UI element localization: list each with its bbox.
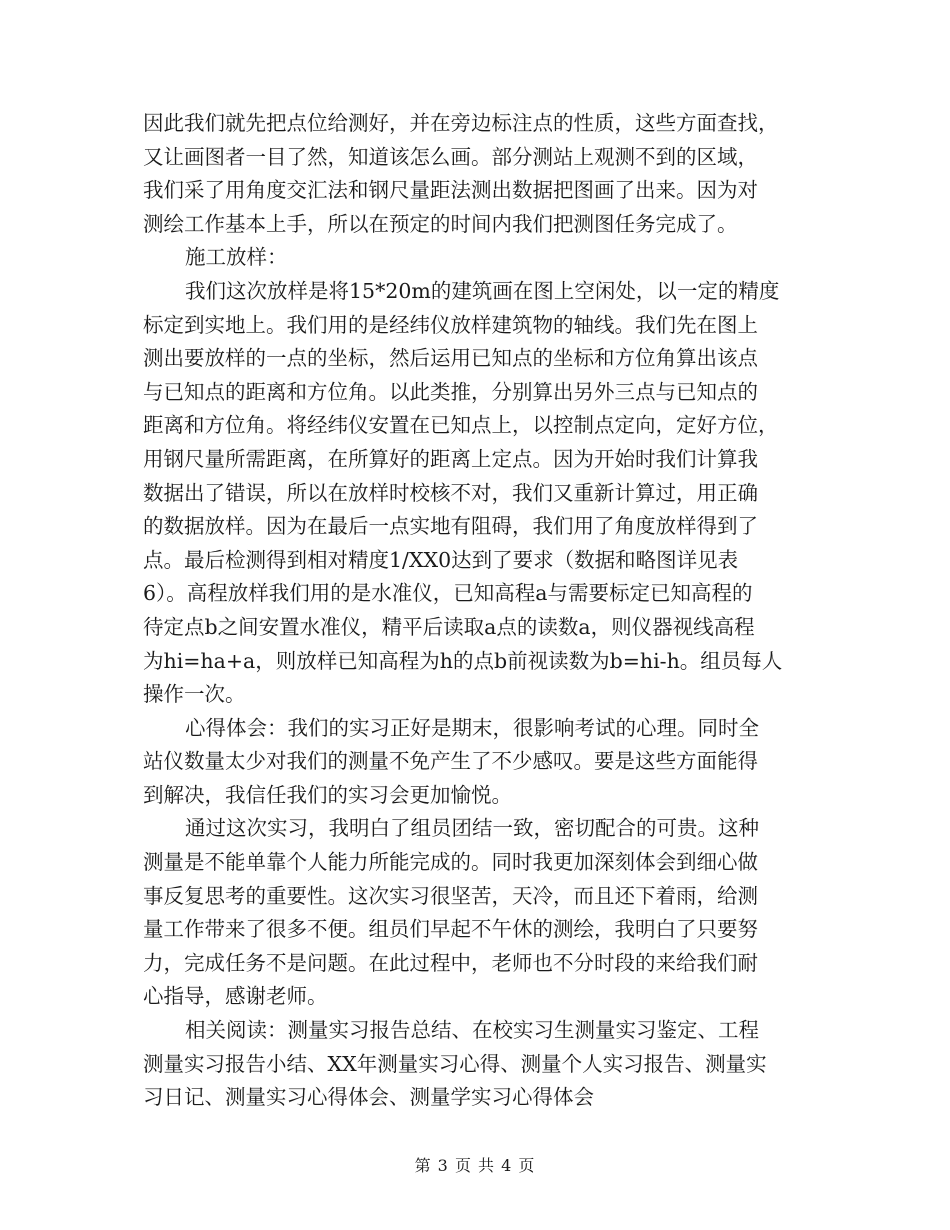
text-line: 测量是不能单靠个人能力所能完成的。同时我更加深刻体会到细心做 [143,850,758,875]
text-line: 我们这次放样是将15*20m的建筑画在图上空闲处，以一定的精度 [185,278,780,303]
related-reading-line: 相关阅读：测量实习报告总结、在校实习生测量实习鉴定、工程 [185,1018,759,1043]
text-line: 又让画图者一目了然，知道该怎么画。部分测站上观测不到的区域， [143,144,758,169]
text-line: 事反复思考的重要性。这次实习很坚苦，天冷，而且还下着雨，给测 [143,883,758,908]
text-line: 操作一次。 [143,682,246,707]
text-line: 测绘工作基本上手，所以在预定的时间内我们把测图任务完成了。 [143,211,738,236]
text-line: 心得体会：我们的实习正好是期末，很影响考试的心理。同时全 [185,715,759,740]
text-line: 与已知点的距离和方位角。以此类推，分别算出另外三点与已知点的 [143,379,758,404]
text-line: 心指导，感谢老师。 [143,984,328,1009]
text-line: 站仪数量太少对我们的测量不免产生了不少感叹。要是这些方面能得 [143,749,758,774]
text-line: 标定到实地上。我们用的是经纬仪放样建筑物的轴线。我们先在图上 [143,312,758,337]
text-line: 点。最后检测得到相对精度1/XX0达到了要求（数据和略图详见表 [143,547,739,572]
text-line: 通过这次实习，我明白了组员团结一致，密切配合的可贵。这种 [185,816,759,841]
text-line: 我们采了用角度交汇法和钢尺量距法测出数据把图画了出来。因为对 [143,178,758,203]
text-line: 量工作带来了很多不便。组员们早起不午休的测绘，我明白了只要努 [143,917,758,942]
text-line: 距离和方位角。将经纬仪安置在已知点上，以控制点定向，定好方位， [143,413,779,438]
text-line: 测出要放样的一点的坐标，然后运用已知点的坐标和方位角算出该点 [143,346,758,371]
text-line: 力，完成任务不是问题。在此过程中，老师也不分时段的来给我们耐 [143,950,758,975]
text-line: 数据出了错误，所以在放样时校核不对，我们又重新计算过，用正确 [143,480,758,505]
text-line: 6）。高程放样我们用的是水准仪，已知高程a与需要标定已知高程的 [143,581,753,606]
related-reading-line: 习日记、测量实习心得体会、测量学实习心得体会 [143,1085,594,1110]
text-line: 用钢尺量所需距离，在所算好的距离上定点。因为开始时我们计算我 [143,446,758,471]
text-line: 到解决，我信任我们的实习会更加愉悦。 [143,782,512,807]
text-line: 的数据放样。因为在最后一点实地有阻碍，我们用了角度放样得到了 [143,514,758,539]
section-heading-construction-layout: 施工放样： [185,245,288,270]
text-line: 因此我们就先把点位给测好，并在旁边标注点的性质，这些方面查找， [143,111,779,135]
text-line: 待定点b之间安置水准仪，精平后读取a点的读数a，则仪器视线高程 [143,614,755,639]
page-number-footer: 第 3 页 共 4 页 [414,1156,536,1175]
text-line: 为hi=ha+a，则放样已知高程为h的点b前视读数为b=hi-h。组员每人 [143,648,783,673]
related-reading-line: 测量实习报告小结、XX年测量实习心得、测量个人实习报告、测量实 [143,1051,767,1076]
document-body [143,107,808,1115]
